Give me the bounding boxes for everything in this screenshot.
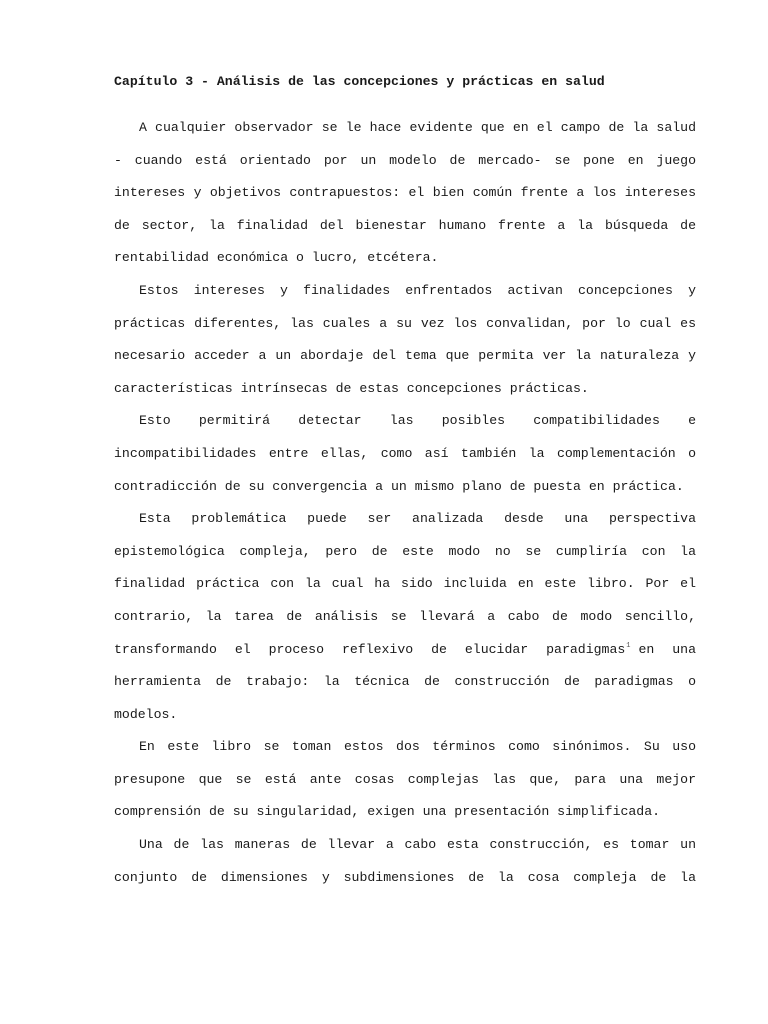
paragraph-4-text-b: en una herramienta de trabajo: la técnica de construcción de paradigmas o modelos. xyxy=(114,641,696,722)
paragraph-5: En este libro se toman estos dos términos como sinónimos. Su uso presupone que se está ante cosas complejas las que, para una mejor comprensión de su singularidad, exigen una presentación simplificada. xyxy=(114,739,696,820)
chapter-title: Capítulo 3 - Análisis de las concepciones y prácticas en salud xyxy=(114,74,605,89)
paragraph-2: Estos intereses y finalidades enfrentados activan concepciones y prácticas diferentes, las cuales a su vez los convalidan, por lo cual es necesario acceder a un abordaje del tema que permita ver la naturaleza y características intrínsecas de estas concepciones prácticas. xyxy=(114,282,696,396)
paragraph-1: A cualquier observador se le hace evidente que en el campo de la salud - cuando está orientado por un modelo de mercado- se pone en juego intereses y objetivos contrapuestos: el bien común frente a los intereses de sector, la finalidad del bienestar humano frente a la búsqueda de rentabilidad económica o lucro, etcétera. xyxy=(114,120,696,266)
paragraph-6: Una de las maneras de llevar a cabo esta construcción, es tomar un conjunto de dimensiones y subdimensiones de la cosa compleja de la xyxy=(114,837,696,885)
paragraph-4-text-a: Esta problemática puede ser analizada desde una perspectiva epistemológica compleja, pero de este modo no se cumpliría con la finalidad práctica con la cual ha sido incluida en este libro. Por el contrario, la tarea de análisis se llevará a cabo de modo sencillo, transformando el proceso reflexivo de elucidar paradigmas xyxy=(114,511,696,657)
document-body xyxy=(114,112,696,894)
paragraph-3: Esto permitirá detectar las posibles compatibilidades e incompatibilidades entre ellas, como así también la complementación o contradicción de su convergencia a un mismo plano de puesta en práctica. xyxy=(114,413,696,494)
footnote-reference[interactable]: 1 xyxy=(626,642,631,651)
paragraph-4 xyxy=(114,503,696,731)
